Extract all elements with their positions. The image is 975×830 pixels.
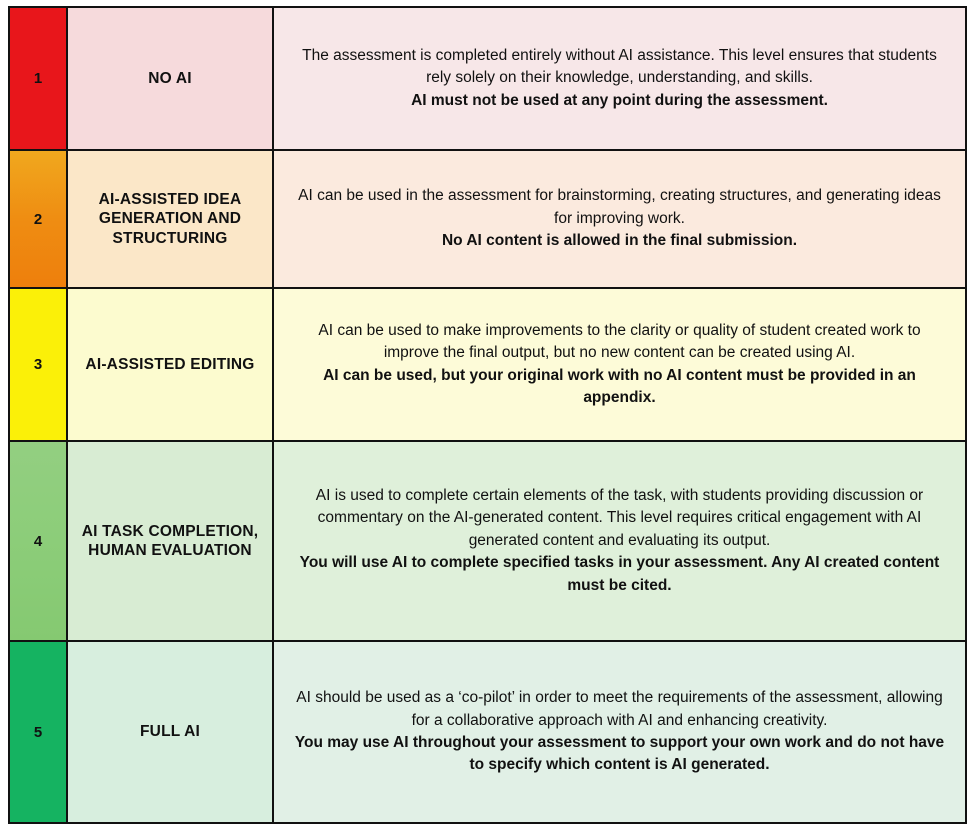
level-description — [273, 7, 966, 150]
level-number: 1 — [9, 7, 67, 150]
level-name: AI-ASSISTED IDEA GENERATION AND STRUCTURING — [67, 150, 273, 288]
level-description — [273, 150, 966, 288]
level-description-text: AI can be used in the assessment for brainstorming, creating structures, and generating ideas for improving work. — [298, 187, 941, 227]
level-name: FULL AI — [67, 641, 273, 823]
level-rule-text: AI can be used, but your original work with no AI content must be provided in an appendix. — [323, 366, 916, 406]
level-rule-text: No AI content is allowed in the final submission. — [441, 232, 798, 250]
level-description-text: AI is used to complete certain elements of the task, with students providing discussion or commentary on the AI-generated content. This level requires critical engagement with AI generated content and evaluating its output. — [315, 486, 924, 549]
level-description-text: AI should be used as a ‘co-pilot’ in order to meet the requirements of the assessment, allowing for a collaborative approach with AI and enhancing creativity. — [296, 689, 943, 729]
level-description — [273, 641, 966, 823]
level-description — [273, 441, 966, 641]
level-rule-text: You may use AI throughout your assessment to support your own work and do not have to specify which content is AI generated. — [294, 734, 945, 774]
level-rule-text: AI must not be used at any point during the assessment. — [411, 91, 828, 109]
table-row — [9, 7, 966, 150]
level-name: AI-ASSISTED EDITING — [67, 288, 273, 441]
level-description — [273, 288, 966, 441]
ai-assessment-scale-table — [8, 6, 967, 824]
level-name: NO AI — [67, 7, 273, 150]
level-number: 4 — [9, 441, 67, 641]
level-rule-text: You will use AI to complete specified tasks in your assessment. Any AI created content must be cited. — [299, 554, 940, 594]
level-number: 3 — [9, 288, 67, 441]
table-row — [9, 288, 966, 441]
table-row — [9, 150, 966, 288]
level-number: 2 — [9, 150, 67, 288]
level-number: 5 — [9, 641, 67, 823]
table-row — [9, 641, 966, 823]
table-row — [9, 441, 966, 641]
level-description-text: The assessment is completed entirely without AI assistance. This level ensures that students rely solely on their knowledge, understanding, and skills. — [302, 46, 937, 87]
level-description-text: AI can be used to make improvements to the clarity or quality of student created work to improve the final output, but no new content can be created using AI. — [318, 321, 921, 362]
level-name: AI TASK COMPLETION, HUMAN EVALUATION — [67, 441, 273, 641]
